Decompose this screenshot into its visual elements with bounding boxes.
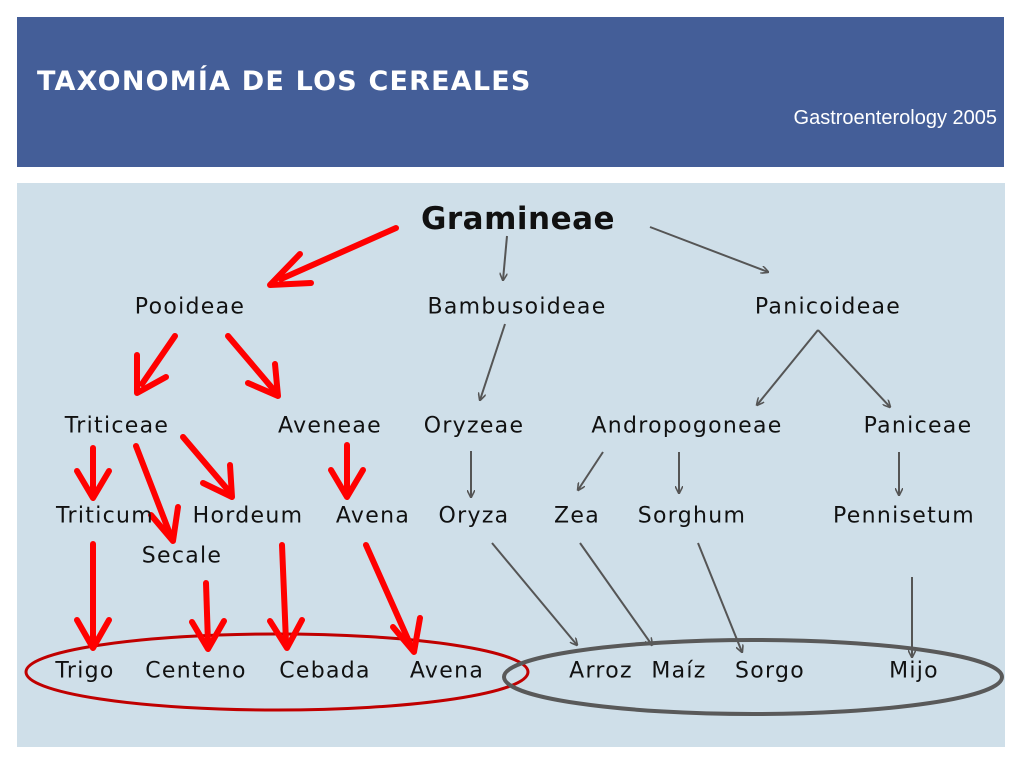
red-arrow-triticeae-hordeum [183,437,232,497]
node-pennisetum: Pennisetum [832,503,976,529]
node-aveneae: Aveneae [278,413,382,439]
node-pooideae: Pooideae [134,294,246,320]
node-bambusoideae: Bambusoideae [427,294,607,320]
red-arrows [77,228,420,652]
arrow-gramineae-panicoideae [650,227,768,272]
arrow-gramineae-bambusoideae [503,236,507,280]
node-panicoideae: Panicoideae [754,294,902,320]
node-andropogoneae: Andropogoneae [591,413,783,439]
cereal-arroz: Arroz [569,658,633,684]
node-zea: Zea [554,503,600,529]
cereal-avena: Avena [409,658,485,684]
node-oryza: Oryza [438,503,510,529]
arrow-andropogoneae-zea [578,452,603,490]
node-hordeum: Hordeum [192,503,304,529]
node-sorghum: Sorghum [637,503,747,529]
node-paniceae: Paniceae [863,413,973,439]
red-arrow-pooideae-triticeae [137,336,175,393]
cereal-centeno: Centeno [145,658,247,684]
cereal-mijo: Mijo [889,658,939,684]
node-avena-genus: Avena [335,503,411,529]
red-arrow-gramineae-pooideae [270,228,396,285]
slide-title: TAXONOMÍA DE LOS CEREALES [37,66,532,97]
node-gramineae: Gramineae [420,201,616,237]
arrow-panicoideae-paniceae [818,330,890,407]
red-arrow-aveneae-avena [331,445,363,497]
arrow-oryza-arroz [492,543,577,645]
node-secale: Secale [141,543,223,569]
arrow-sorghum-sorgo [698,543,742,652]
red-arrow-hordeum-cebada [270,545,302,648]
arrow-zea-maiz [580,543,652,645]
source-citation: Gastroenterology 2005 [793,107,997,129]
arrow-panicoideae-andropogoneae [757,330,818,405]
cereal-sorgo: Sorgo [734,658,806,684]
red-arrow-pooideae-aveneae [228,336,278,396]
gray-arrows [471,227,912,657]
red-arrow-secale-centeno [192,583,224,649]
arrow-bambusoideae-oryzeae [480,324,505,400]
cereal-maiz: Maíz [651,658,707,684]
node-triticeae: Triticeae [64,413,170,439]
node-oryzeae: Oryzeae [423,413,525,439]
cereal-cebada: Cebada [279,658,371,684]
cereal-trigo: Trigo [55,658,115,684]
red-arrow-triticeae-triticum [77,448,109,498]
node-triticum: Triticum [56,503,154,529]
red-arrow-triticum-trigo [77,544,109,648]
